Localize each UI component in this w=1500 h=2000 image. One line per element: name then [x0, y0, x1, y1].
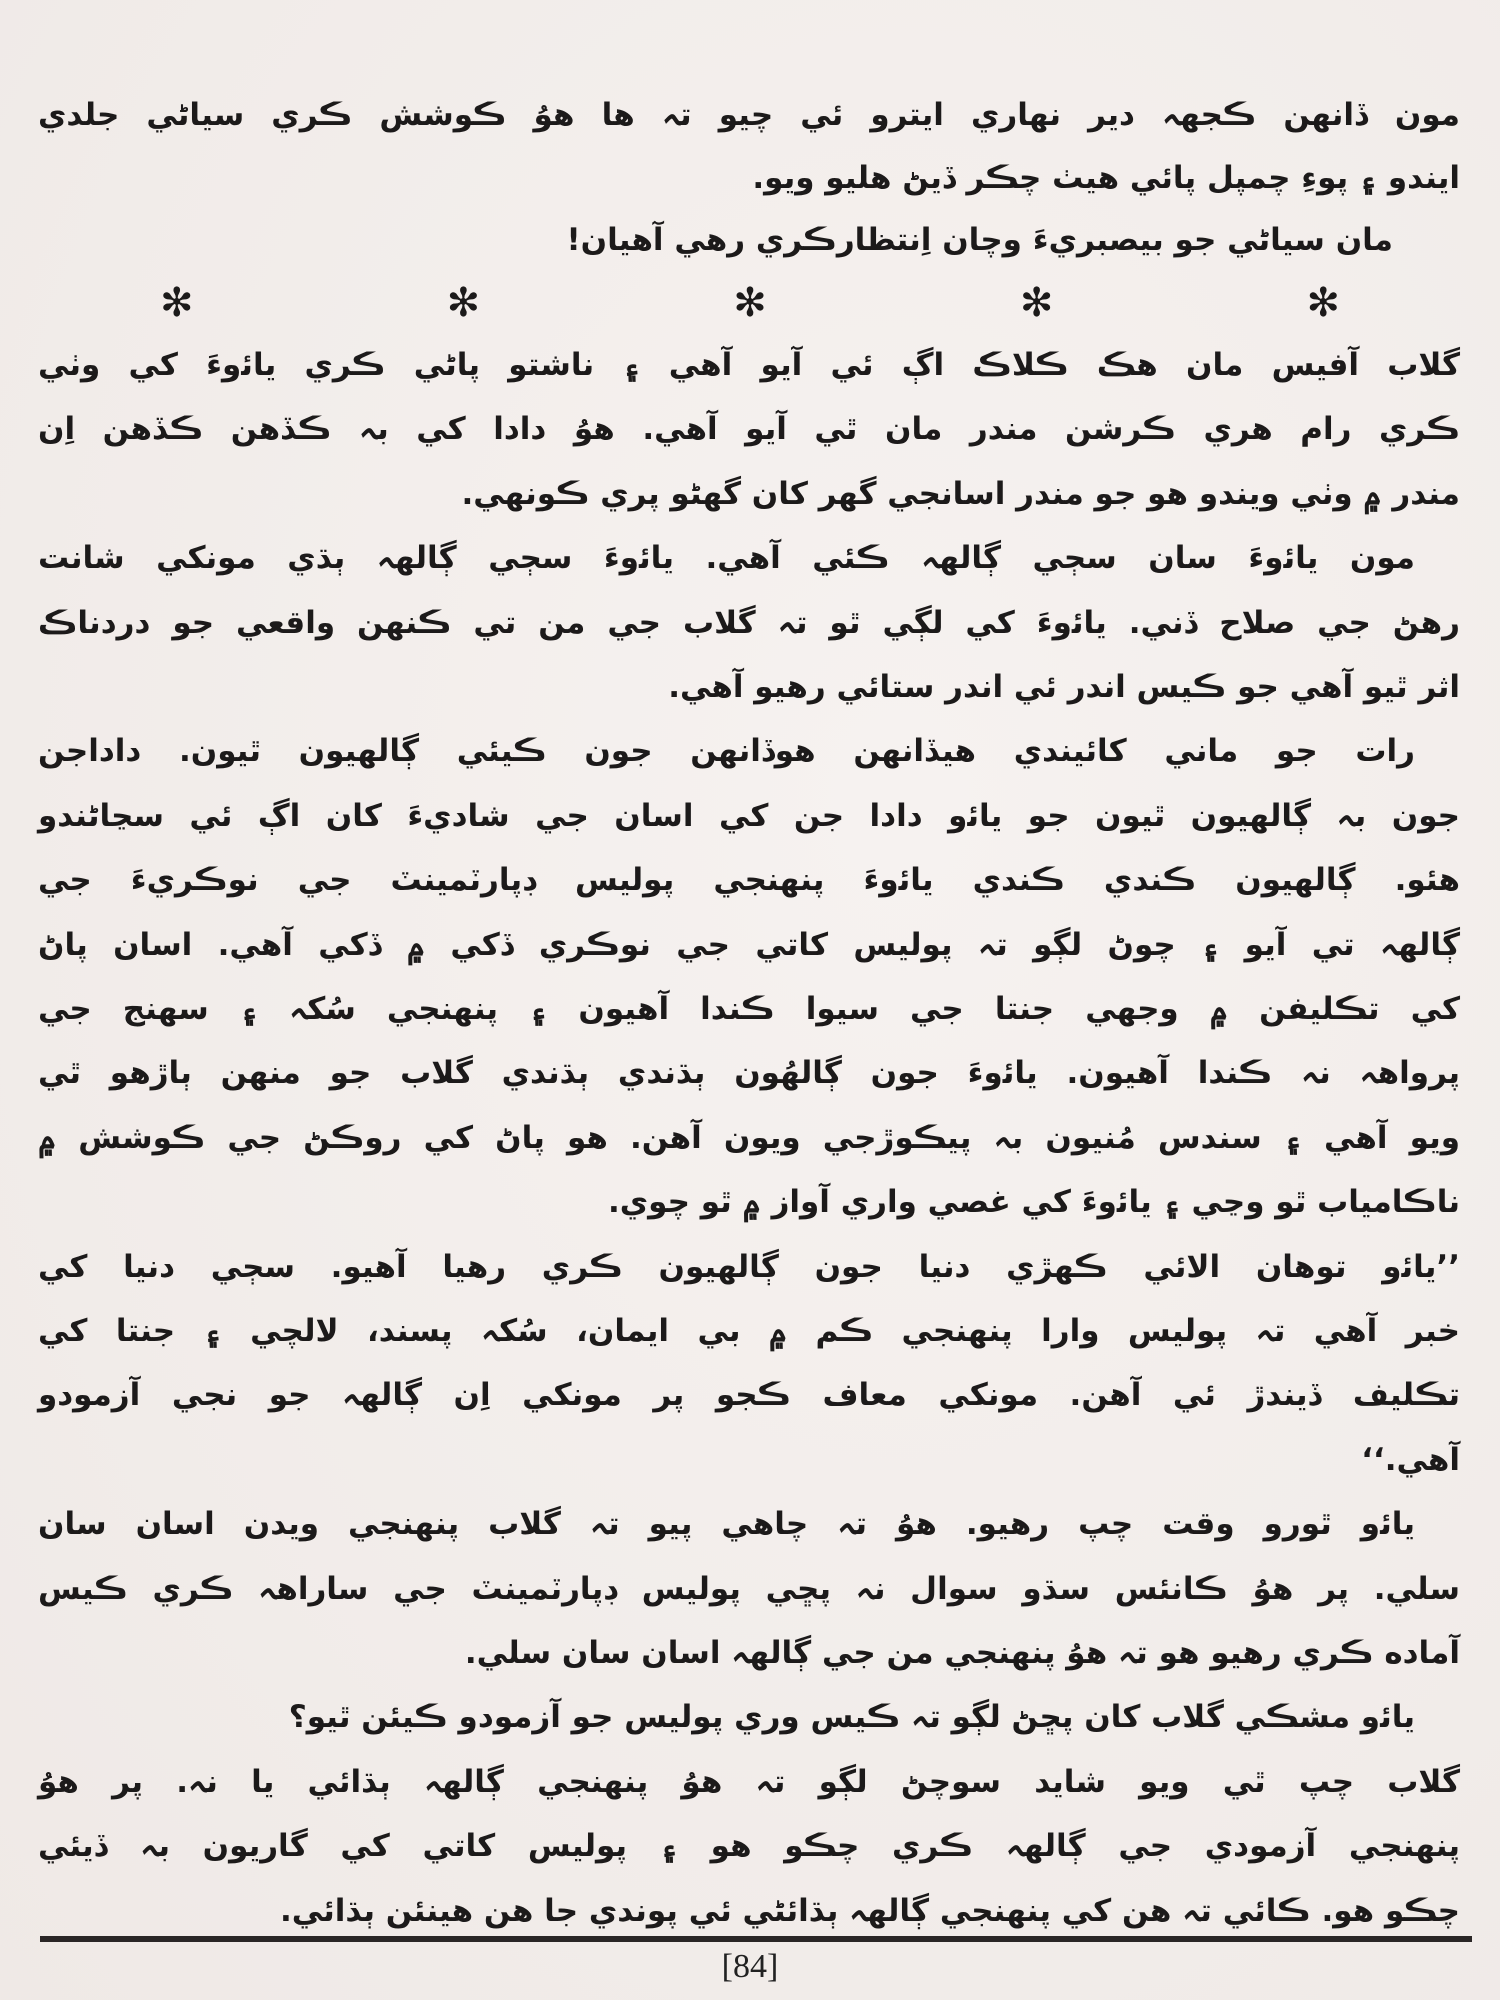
text-line: ڳالهہ تي آيو ۽ چوڻ لڳو تہ پوليس کاتي جي نوڪري ڏکي ۾ ڏکي آهي. اسان پاڻ — [38, 926, 1460, 963]
text-line: خبر آهي تہ پوليس وارا پنهنجي ڪم ۾ بي ايمان، سُکہ پسند، لالچي ۽ جنتا کي — [38, 1313, 1460, 1349]
asterisk-ornament-icon: ✻ — [1019, 280, 1054, 326]
text-line: رهڻ جي صلاح ڏني. ياﺋوءَ کي لڳي ٿو تہ گلاب جي من تي ڪنهن واقعي جو دردناڪ — [38, 604, 1460, 641]
text-line: ياﺋو ٿورو وقت چپ رهيو. هوُ تہ چاهي پيو تہ گلاب پنهنجي ويدن اسان سان — [38, 1506, 1415, 1543]
asterisk-ornament-icon: ✻ — [160, 280, 194, 326]
text-line: هئو. ڳالهيون ڪندي ڪندي ياﺋوءَ پنهنجي پوليس ڊپارٽمينٽ جي نوڪريءَ جي — [38, 862, 1460, 899]
text-line: گلاب آفيس مان هڪ ڪلاڪ اڳ ئي آيو آهي ۽ ناشتو پاڻي ڪري ياﺋوءَ کي وٺي — [38, 347, 1460, 383]
text-line: ’’ياﺋو توهان الائي ڪهڙي دنيا جون ڳالهيون ڪري رهيا آهيو. سڄي دنيا کي — [38, 1248, 1460, 1285]
text-line: پرواهہ نہ ڪندا آهيون. ياﺋوءَ جون ڳالهُون ٻڌندي ٻڌندي گلاب جو منهن ٻاڙهو ٿي — [38, 1055, 1460, 1092]
text-line: ايندو ۽ پوءِ چمپل پائي هيٺ چڪر ڏيڻ هليو ويو. — [752, 160, 1460, 196]
text-line: پنهنجي آزمودي جي ڳالهہ ڪري چڪو هو ۽ پوليس کاتي کي گاريون بہ ڏيئي — [38, 1828, 1460, 1865]
text-line: آهي.‘‘ — [1361, 1441, 1460, 1478]
text-line: رات جو ماني کائيندي هيڏانهن هوڏانهن جون ڪيئي ڳالهيون ٿيون. داداجن — [38, 733, 1415, 770]
text-line: جون بہ ڳالهيون ٿيون جو ياﺋو دادا جن کي اسان جي شاديءَ کان اڳ ئي سڃاڻندو — [38, 797, 1460, 834]
page-number: [84] — [721, 1948, 779, 1985]
text-line: اثر ٿيو آهي جو ڪيس اندر ئي اندر ستائي رهيو آهي. — [668, 669, 1460, 705]
text-line: مندر ۾ وٺي ويندو هو جو مندر اسانجي گهر کان گهڻو پري ڪونهي. — [461, 475, 1460, 512]
text-line: کي تڪليفن ۾ وجهي جنتا جي سيوا ڪندا آهيون ۽ پنهنجي سُکہ ۽ سهنج جي — [38, 991, 1460, 1027]
text-line: گلاب چپ ٿي ويو شايد سوچڻ لڳو تہ هوُ پنهنجي ڳالهہ ٻڌائي يا نہ. پر هوُ — [38, 1763, 1460, 1800]
text-line: ناڪامياب ٿو وڃي ۽ ياﺋوءَ کي غصي واري آواز ۾ ٿو چوي. — [607, 1184, 1460, 1221]
text-line: مون ياﺋوءَ سان سڄي ڳالهہ ڪئي آهي. ياﺋوءَ سڄي ڳالهہ ٻڌي مونکي شانت — [38, 540, 1415, 577]
asterisk-ornament-icon: ✻ — [733, 280, 767, 326]
section-separator — [160, 280, 1340, 330]
text-line: آماده ڪري رهيو هو تہ هوُ پنهنجي من جي ڳالهہ اسان سان سلي. — [464, 1635, 1460, 1671]
asterisk-ornament-icon: ✻ — [446, 280, 481, 326]
text-line: چڪو هو. ڪائي تہ هن کي پنهنجي ڳالهہ ٻڌائڻي ئي پوندي جا هن هينئن ٻڌائي. — [280, 1892, 1460, 1929]
text-line: سلي. پر هوُ ڪانئس سڌو سوال نہ پڇي پوليس ڊپارٽمينٽ جي ساراهہ ڪري ڪيس — [38, 1570, 1460, 1607]
text-line: ڪري رام هري ڪرشن مندر مان ٿي آيو آهي. هوُ دادا کي بہ ڪڏهن ڪڏهن اِن — [38, 411, 1460, 448]
text-line: ياﺋو مشڪي گلاب کان پڇڻ لڳو تہ ڪيس وري پوليس جو آزمودو ڪيئن ٿيو؟ — [288, 1699, 1415, 1736]
footer-rule — [40, 1936, 1472, 1942]
text-line: مان سياڻي جو بيصبريءَ وچان اِنتظارڪري رهي آهيان! — [566, 222, 1393, 258]
text-line: تڪليف ڏيندڙ ئي آهن. مونکي معاف ڪجو پر مونکي اِن ڳالهہ جو نجي آزمودو — [38, 1377, 1460, 1414]
text-line: ويو آهي ۽ سندس مُنيون بہ پيڪوڙجي ويون آهن. هو پاڻ کي روڪڻ جي ڪوشش ۾ — [38, 1119, 1460, 1156]
asterisk-ornament-icon: ✻ — [1306, 280, 1340, 326]
text-line: مون ڏانهن ڪجهہ دير نهاري ايترو ئي چيو تہ ها هوُ ڪوشش ڪري سياڻي جلدي — [38, 97, 1460, 133]
